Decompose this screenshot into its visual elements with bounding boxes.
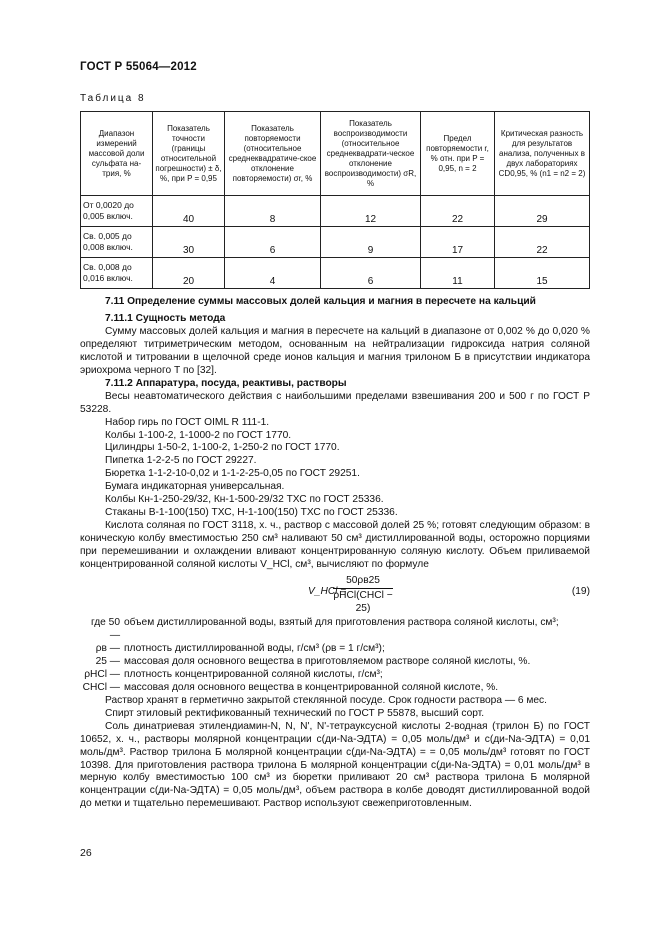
equipment-item: Весы неавтоматического действия с наибольшими пределами взвешивания 200 и 500 г по ГОСТ Р 53228. <box>80 390 590 415</box>
table-cell: 22 <box>421 196 495 227</box>
alcohol-paragraph: Спирт этиловый ректификованный технический по ГОСТ Р 55878, высший сорт. <box>105 707 485 719</box>
legend-item <box>80 656 590 669</box>
data-table <box>80 111 590 289</box>
table-cell: 11 <box>421 258 495 289</box>
equipment-item: Бюретка 1-1-2-10-0,02 и 1-1-2-25-0,05 по ГОСТ 29251. <box>105 468 360 480</box>
table-cell: 6 <box>321 258 421 289</box>
subsection-heading-equipment: 7.11.2 Аппаратура, посуда, реактивы, растворы <box>105 377 347 389</box>
table-cell: 20 <box>153 258 225 289</box>
storage-paragraph: Раствор хранят в герметично закрытой стеклянной посуде. Срок годности раствора — 6 мес. <box>105 694 547 706</box>
table-header-row <box>81 112 590 196</box>
table-cell: 12 <box>321 196 421 227</box>
column-header: Показатель воспроизводимости (относительное среднеквадрати-ческое отклонение воспроизводимости) σR, % <box>321 112 421 196</box>
legend-item <box>80 617 590 643</box>
legend-symbol: ρHCl — <box>84 668 120 680</box>
formula-fraction <box>333 575 393 616</box>
table-cell: 22 <box>495 227 590 258</box>
formula-numerator: 50ρв25 <box>333 575 393 589</box>
legend-symbol: ρв — <box>95 642 120 654</box>
subsection-heading-method: 7.11.1 Сущность метода <box>105 312 226 324</box>
legend-text: объем дистиллированной воды, взятый для приготовления раствора соляной кислоты, см³; <box>124 617 559 629</box>
legend-text: массовая доля основного вещества в концентрированной соляной кислоте, %. <box>124 681 499 693</box>
column-header: Показатель точности (границы относительной погрешности) ± δ, %, при P = 0,95 <box>153 112 225 196</box>
table-row <box>81 258 590 289</box>
method-paragraph: Сумму массовых долей кальция и магния в пересчете на кальций в диапазоне от 0,002 % до 0,020 % определяют титриметрическим методом, основанным на нейтрализации гидроксида натрия соляной кислотой и титровании в щелочной среде ионов кальция и магния трилоном Б в присутствии индикатора эриохрома черного Т по [32]. <box>80 325 590 376</box>
equipment-item: Цилиндры 1-50-2, 1-100-2, 1-250-2 по ГОСТ 1770. <box>105 442 340 454</box>
legend-symbol: где 50 — <box>90 617 120 641</box>
formula-number: (19) <box>571 586 590 598</box>
table-cell: 6 <box>225 227 321 258</box>
table-cell-range: От 0,0020 до 0,005 включ. <box>81 196 153 227</box>
table-cell-range: Св. 0,008 до 0,016 включ. <box>81 258 153 289</box>
equipment-item: Колбы 1-100-2, 1-1000-2 по ГОСТ 1770. <box>105 429 292 441</box>
column-header: Предел повторяемости r, % отн. при P = 0,95, n = 2 <box>421 112 495 196</box>
legend-item <box>80 669 590 682</box>
equipment-item: Колбы Кн-1-250-29/32, Кн-1-500-29/32 ТХС по ГОСТ 25336. <box>105 494 384 506</box>
acid-paragraph: Кислота соляная по ГОСТ 3118, х. ч., раствор с массовой долей 25 %; готовят следующим образом: в коническую колбу вместимостью 250 см³ наливают 50 см³ дистиллированной воды, осторожно порциями при перемешивании и охлаждении вливают концентрированную соляную кислоту. Объем приливаемой концентрированной соляной кислоты V_HCl, см³, вычисляют по формуле <box>80 520 590 571</box>
equipment-item: Набор гирь по ГОСТ OIML R 111-1. <box>105 416 270 428</box>
section-heading: 7.11 Определение суммы массовых долей кальция и магния в пересчете на кальций <box>105 296 536 307</box>
legend-text: плотность дистиллированной воды, г/см³ (ρв = 1 г/см³); <box>124 642 385 654</box>
formula-denominator: ρHCl(CHCl − 25) <box>333 589 393 614</box>
equipment-item: Стаканы В-1-100(150) ТХС, Н-1-100(150) ТХС по ГОСТ 25336. <box>105 507 398 519</box>
table-cell: 4 <box>225 258 321 289</box>
table-cell: 17 <box>421 227 495 258</box>
equipment-item: Бумага индикаторная универсальная. <box>105 481 285 493</box>
column-header: Диапазон измерений массовой доли сульфата на-трия, % <box>81 112 153 196</box>
table-cell: 40 <box>153 196 225 227</box>
table-cell: 30 <box>153 227 225 258</box>
formula-lhs: V_HCl = <box>308 586 347 598</box>
legend-item <box>80 643 590 656</box>
table-caption: Таблица 8 <box>80 93 146 104</box>
table-row <box>81 196 590 227</box>
legend-symbol: CHCl — <box>82 681 120 693</box>
legend-symbol: 25 — <box>95 655 120 667</box>
legend-text: массовая доля основного вещества в приготовляемом растворе соляной кислоты, %. <box>124 655 531 667</box>
column-header: Критическая разность для результатов анализа, полученных в двух лабораториях CD0,95, % (n1 = n2 = 2) <box>495 112 590 196</box>
table-cell: 9 <box>321 227 421 258</box>
table-cell: 29 <box>495 196 590 227</box>
legend-item <box>80 682 590 695</box>
table-cell: 8 <box>225 196 321 227</box>
table-cell: 15 <box>495 258 590 289</box>
document-body <box>80 296 590 811</box>
table-row <box>81 227 590 258</box>
table-cell-range: Св. 0,005 до 0,008 включ. <box>81 227 153 258</box>
legend-text: плотность концентрированной соляной кислоты, г/см³; <box>124 668 383 680</box>
page-header: ГОСТ Р 55064—2012 <box>80 61 197 73</box>
salt-paragraph: Соль динатриевая этилендиамин-N, N, N', N'-тетрауксусной кислоты 2-водная (трилон Б) по ГОСТ 10652, х. ч., растворы молярной концентрации c(ди-Na-ЭДТА) = 0,05 моль/дм³ и c(ди-Na-ЭДТА) = 0,01 моль/дм³. Раствор трилона Б молярной концентрации c(ди-Na-ЭДТА) = = 0,05 моль/дм³ готовят по ГОСТ 10398. Для приготовления раствора трилона Б молярной концентрации c(ди-Na-ЭДТА) = 0,01 моль/дм³ в мерную колбу вместимостью 100 см³ из бюретки приливают 20 см³ раствора трилона Б молярной концентрации c(ди-Na-ЭДТА) = 0,05 моль/дм³, объем раствора в колбе доводят дистиллированной водой до метки и тщательно перемешивают. Раствор используют свежеприготовленным. <box>80 720 590 810</box>
column-header: Показатель повторяемости (относительное среднеквадратиче-ское отклонение повторяемости) σr, % <box>225 112 321 196</box>
page-number: 26 <box>80 847 92 859</box>
equipment-item: Пипетка 1-2-2-5 по ГОСТ 29227. <box>105 455 257 467</box>
formula-19 <box>80 575 590 615</box>
